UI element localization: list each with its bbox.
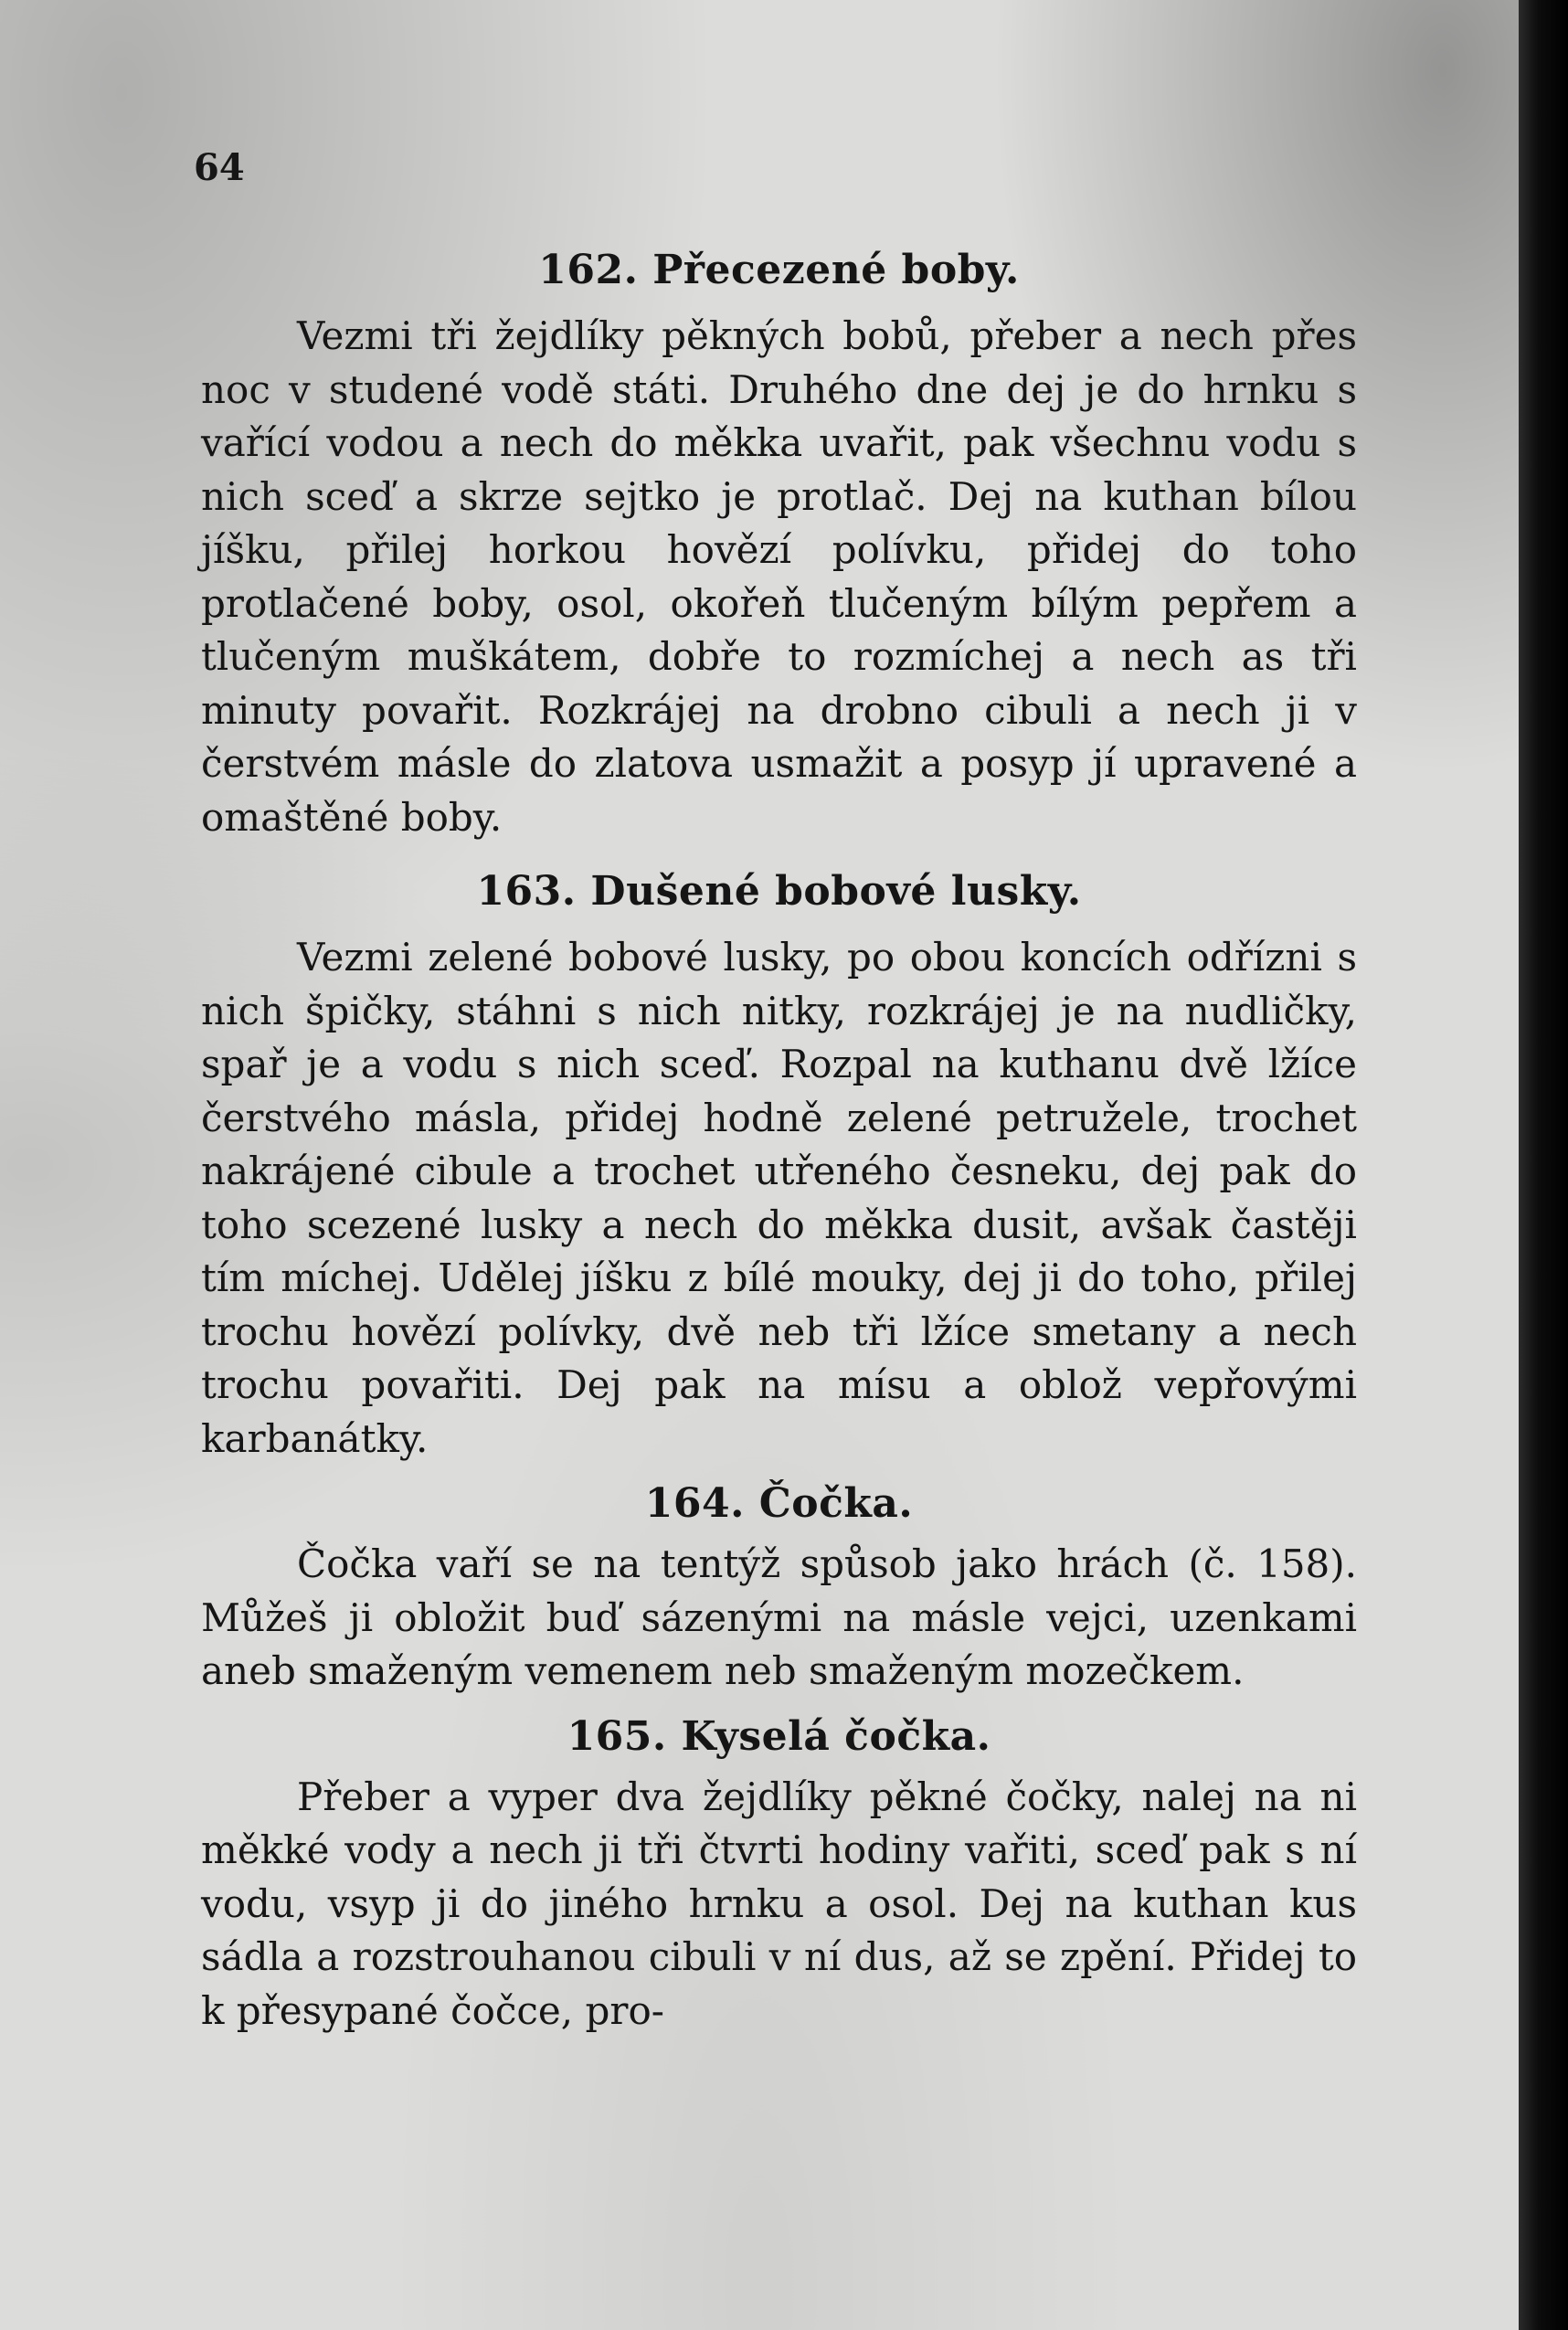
recipe-title-163: 163. Dušené bobové lusky.	[476, 868, 1082, 915]
recipe-title-164: 164. Čočka.	[644, 1480, 914, 1527]
recipe-title-165: 165. Kyselá čočka.	[567, 1712, 991, 1760]
recipe-title-162: 162. Přecezené boby.	[538, 247, 1020, 293]
page-text	[201, 247, 1357, 2038]
recipe-text-163: Vezmi zelené bobové lusky, po obou koncích odřízni s nich špičky, stáhni s nich nitky, rozkrájej je na nudličky, spař je a vodu s nich sceď. Rozpal na kuthanu dvě lžíce čerstvého másla, přidej hodně zelené petružele, trochet nakrájené cibule a trochet utřeného česneku, dej pak do toho scezené lusky a nech do měkka dusit, avšak častěji tím míchej. Udělej jíšku z bílé mouky, dej ji do toho, přilej trochu hovězí polívky, dvě neb tři lžíce smetany a nech trochu povařiti. Dej pak na mísu a oblož vepřovými karbanátky.	[201, 935, 1357, 1461]
recipe-text-165: Přeber a vyper dva žejdlíky pěkné čočky, nalej na ni měkké vody a nech ji tři čtvrti hodiny vařiti, sceď pak s ní vodu, vsyp ji do jiného hrnku a osol. Dej na kuthan kus sádla a rozstrouhanou cibuli v ní dus, až se zpění. Přidej to k přesypané čočce, pro-	[201, 1774, 1357, 2033]
recipe-text-162: Vezmi tři žejdlíky pěkných bobů, přeber a nech přes noc v studené vodě státi. Druhého dne dej je do hrnku s vařící vodou a nech do měkka uvařit, pak všechnu vodu s nich sceď a skrze sejtko je protlač. Dej na kuthan bílou jíšku, přilej horkou hovězí polívku, přidej do toho protlačené boby, osol, okořeň tlučeným bílým pepřem a tlučeným muškátem, dobře to rozmíchej a nech as tři minuty povařit. Rozkrájej na drobno cibuli a nech ji v čerstvém másle do zlatova usmažit a posyp jí upravené a omaštěné boby.	[201, 313, 1357, 840]
page-edge-shadow	[1519, 0, 1568, 2330]
page-number: 64	[194, 146, 245, 189]
recipe-text-164: Čočka vaří se na tentýž spůsob jako hrách (č. 158). Můžeš ji obložit buď sázenými na másle vejci, uzenkami aneb smaženým vemenem neb smaženým mozečkem.	[201, 1541, 1357, 1693]
